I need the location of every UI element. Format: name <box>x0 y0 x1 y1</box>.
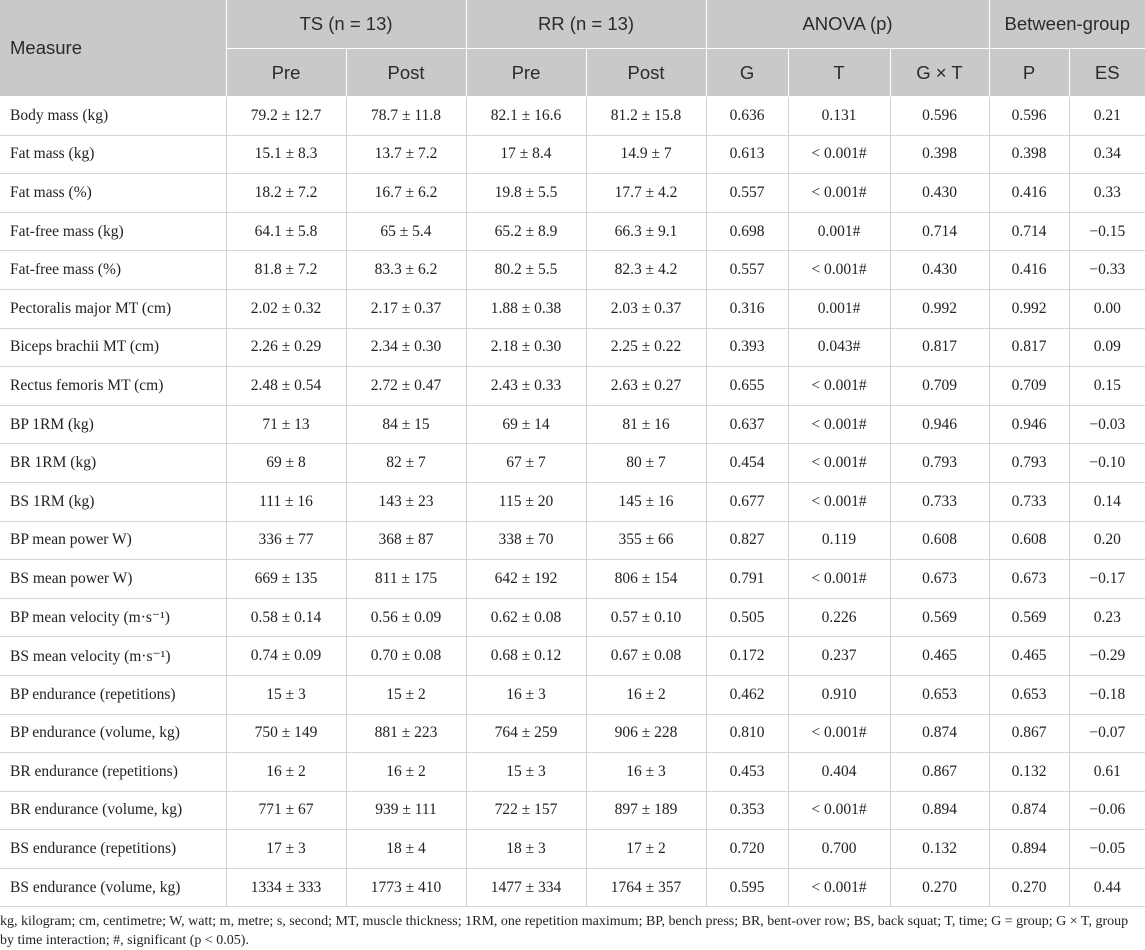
cell-between-p: 0.946 <box>989 405 1069 444</box>
header-rr-post: Post <box>586 49 706 97</box>
cell-anova-gxt: 0.430 <box>890 251 989 290</box>
cell-anova-gxt: 0.992 <box>890 289 989 328</box>
table-row <box>0 444 1145 483</box>
cell-ts-post: 65 ± 5.4 <box>346 212 466 251</box>
cell-rr-post: 66.3 ± 9.1 <box>586 212 706 251</box>
cell-anova-g: 0.453 <box>706 753 788 792</box>
cell-anova-gxt: 0.398 <box>890 135 989 174</box>
cell-anova-t: 0.237 <box>788 637 890 676</box>
cell-ts-pre: 15 ± 3 <box>226 675 346 714</box>
cell-between-p: 0.465 <box>989 637 1069 676</box>
table-row <box>0 714 1145 753</box>
cell-anova-g: 0.353 <box>706 791 788 830</box>
cell-between-es: −0.33 <box>1069 251 1145 290</box>
header-gxt: G × T <box>890 49 989 97</box>
table-row <box>0 174 1145 213</box>
header-rr-group: RR (n = 13) <box>466 0 706 49</box>
cell-anova-g: 0.557 <box>706 251 788 290</box>
cell-anova-gxt: 0.817 <box>890 328 989 367</box>
cell-measure: BS mean power W) <box>0 560 226 599</box>
cell-anova-gxt: 0.653 <box>890 675 989 714</box>
cell-anova-gxt: 0.733 <box>890 482 989 521</box>
cell-anova-g: 0.636 <box>706 97 788 136</box>
cell-ts-post: 939 ± 111 <box>346 791 466 830</box>
cell-anova-t: 0.700 <box>788 830 890 869</box>
cell-anova-g: 0.505 <box>706 598 788 637</box>
cell-ts-post: 143 ± 23 <box>346 482 466 521</box>
cell-anova-gxt: 0.430 <box>890 174 989 213</box>
cell-rr-pre: 2.43 ± 0.33 <box>466 367 586 406</box>
cell-rr-post: 81 ± 16 <box>586 405 706 444</box>
cell-ts-post: 16 ± 2 <box>346 753 466 792</box>
cell-between-p: 0.733 <box>989 482 1069 521</box>
cell-ts-post: 13.7 ± 7.2 <box>346 135 466 174</box>
cell-ts-post: 83.3 ± 6.2 <box>346 251 466 290</box>
cell-measure: BS 1RM (kg) <box>0 482 226 521</box>
table-row <box>0 791 1145 830</box>
cell-between-p: 0.867 <box>989 714 1069 753</box>
cell-ts-pre: 2.26 ± 0.29 <box>226 328 346 367</box>
cell-measure: Fat-free mass (%) <box>0 251 226 290</box>
cell-measure: Rectus femoris MT (cm) <box>0 367 226 406</box>
cell-rr-pre: 338 ± 70 <box>466 521 586 560</box>
cell-rr-pre: 1477 ± 334 <box>466 868 586 907</box>
cell-measure: Fat mass (%) <box>0 174 226 213</box>
cell-between-es: 0.09 <box>1069 328 1145 367</box>
table-row <box>0 405 1145 444</box>
cell-anova-t: < 0.001# <box>788 482 890 521</box>
cell-anova-gxt: 0.793 <box>890 444 989 483</box>
cell-between-p: 0.132 <box>989 753 1069 792</box>
table-row <box>0 753 1145 792</box>
cell-anova-gxt: 0.874 <box>890 714 989 753</box>
cell-anova-gxt: 0.867 <box>890 753 989 792</box>
cell-anova-g: 0.827 <box>706 521 788 560</box>
table-row <box>0 367 1145 406</box>
table-footnote: kg, kilogram; cm, centimetre; W, watt; m, metre; s, second; MT, muscle thickness; 1RM, one repetition maximum; BP, bench press; BR, bent-over row; BS, back squat; T, time; G = group; G × T, group by time interaction; #, significant (p < 0.05). <box>0 914 1129 948</box>
cell-measure: BS endurance (repetitions) <box>0 830 226 869</box>
cell-measure: Body mass (kg) <box>0 97 226 136</box>
table-row <box>0 637 1145 676</box>
table-row <box>0 598 1145 637</box>
cell-ts-post: 2.72 ± 0.47 <box>346 367 466 406</box>
cell-rr-pre: 82.1 ± 16.6 <box>466 97 586 136</box>
cell-measure: Fat-free mass (kg) <box>0 212 226 251</box>
cell-anova-g: 0.698 <box>706 212 788 251</box>
cell-rr-post: 2.25 ± 0.22 <box>586 328 706 367</box>
table-row <box>0 289 1145 328</box>
cell-between-es: −0.03 <box>1069 405 1145 444</box>
cell-between-p: 0.874 <box>989 791 1069 830</box>
cell-between-p: 0.653 <box>989 675 1069 714</box>
cell-anova-t: < 0.001# <box>788 251 890 290</box>
cell-rr-post: 0.67 ± 0.08 <box>586 637 706 676</box>
cell-rr-pre: 15 ± 3 <box>466 753 586 792</box>
header-t: T <box>788 49 890 97</box>
table-row <box>0 521 1145 560</box>
cell-between-p: 0.416 <box>989 251 1069 290</box>
header-ts-post: Post <box>346 49 466 97</box>
cell-ts-pre: 336 ± 77 <box>226 521 346 560</box>
cell-ts-pre: 2.02 ± 0.32 <box>226 289 346 328</box>
cell-rr-pre: 2.18 ± 0.30 <box>466 328 586 367</box>
cell-anova-g: 0.454 <box>706 444 788 483</box>
cell-between-es: −0.10 <box>1069 444 1145 483</box>
cell-ts-post: 82 ± 7 <box>346 444 466 483</box>
cell-rr-post: 17.7 ± 4.2 <box>586 174 706 213</box>
cell-between-p: 0.569 <box>989 598 1069 637</box>
cell-ts-pre: 81.8 ± 7.2 <box>226 251 346 290</box>
cell-anova-g: 0.810 <box>706 714 788 753</box>
cell-measure: Pectoralis major MT (cm) <box>0 289 226 328</box>
cell-ts-pre: 64.1 ± 5.8 <box>226 212 346 251</box>
cell-rr-pre: 722 ± 157 <box>466 791 586 830</box>
cell-anova-t: 0.001# <box>788 289 890 328</box>
cell-rr-pre: 69 ± 14 <box>466 405 586 444</box>
table-row <box>0 675 1145 714</box>
cell-between-p: 0.894 <box>989 830 1069 869</box>
table-row <box>0 560 1145 599</box>
cell-anova-t: < 0.001# <box>788 868 890 907</box>
cell-anova-g: 0.655 <box>706 367 788 406</box>
cell-ts-pre: 79.2 ± 12.7 <box>226 97 346 136</box>
cell-anova-t: 0.910 <box>788 675 890 714</box>
cell-rr-pre: 17 ± 8.4 <box>466 135 586 174</box>
cell-ts-pre: 2.48 ± 0.54 <box>226 367 346 406</box>
cell-anova-t: < 0.001# <box>788 444 890 483</box>
cell-ts-pre: 17 ± 3 <box>226 830 346 869</box>
table-row <box>0 482 1145 521</box>
cell-rr-pre: 16 ± 3 <box>466 675 586 714</box>
cell-measure: BP 1RM (kg) <box>0 405 226 444</box>
cell-between-es: −0.05 <box>1069 830 1145 869</box>
cell-rr-post: 145 ± 16 <box>586 482 706 521</box>
cell-anova-g: 0.557 <box>706 174 788 213</box>
cell-rr-pre: 642 ± 192 <box>466 560 586 599</box>
table-row <box>0 830 1145 869</box>
cell-rr-pre: 65.2 ± 8.9 <box>466 212 586 251</box>
cell-rr-post: 906 ± 228 <box>586 714 706 753</box>
cell-measure: BS endurance (volume, kg) <box>0 868 226 907</box>
cell-anova-t: 0.043# <box>788 328 890 367</box>
cell-measure: Fat mass (kg) <box>0 135 226 174</box>
cell-anova-gxt: 0.673 <box>890 560 989 599</box>
cell-anova-gxt: 0.132 <box>890 830 989 869</box>
cell-ts-pre: 15.1 ± 8.3 <box>226 135 346 174</box>
cell-rr-post: 81.2 ± 15.8 <box>586 97 706 136</box>
cell-between-es: −0.17 <box>1069 560 1145 599</box>
table-row <box>0 868 1145 907</box>
cell-between-es: 0.44 <box>1069 868 1145 907</box>
cell-ts-pre: 18.2 ± 7.2 <box>226 174 346 213</box>
cell-anova-gxt: 0.569 <box>890 598 989 637</box>
cell-between-es: 0.23 <box>1069 598 1145 637</box>
table-header <box>0 0 1145 97</box>
cell-measure: BR endurance (volume, kg) <box>0 791 226 830</box>
cell-between-es: −0.18 <box>1069 675 1145 714</box>
cell-between-p: 0.596 <box>989 97 1069 136</box>
cell-rr-pre: 67 ± 7 <box>466 444 586 483</box>
cell-measure: BR 1RM (kg) <box>0 444 226 483</box>
cell-between-es: 0.20 <box>1069 521 1145 560</box>
cell-ts-post: 0.70 ± 0.08 <box>346 637 466 676</box>
cell-ts-pre: 16 ± 2 <box>226 753 346 792</box>
cell-rr-pre: 80.2 ± 5.5 <box>466 251 586 290</box>
cell-anova-t: < 0.001# <box>788 135 890 174</box>
cell-ts-post: 368 ± 87 <box>346 521 466 560</box>
cell-measure: BR endurance (repetitions) <box>0 753 226 792</box>
cell-anova-t: < 0.001# <box>788 405 890 444</box>
cell-anova-t: 0.226 <box>788 598 890 637</box>
cell-rr-post: 16 ± 3 <box>586 753 706 792</box>
header-ts-pre: Pre <box>226 49 346 97</box>
cell-rr-pre: 0.68 ± 0.12 <box>466 637 586 676</box>
cell-measure: BP mean velocity (m·s⁻¹) <box>0 598 226 637</box>
header-anova: ANOVA (p) <box>706 0 989 49</box>
cell-rr-post: 82.3 ± 4.2 <box>586 251 706 290</box>
table-row <box>0 97 1145 136</box>
table-row <box>0 251 1145 290</box>
cell-rr-post: 17 ± 2 <box>586 830 706 869</box>
cell-rr-post: 0.57 ± 0.10 <box>586 598 706 637</box>
cell-anova-g: 0.677 <box>706 482 788 521</box>
cell-measure: BS mean velocity (m·s⁻¹) <box>0 637 226 676</box>
cell-between-es: 0.14 <box>1069 482 1145 521</box>
header-between-group: Between-group <box>989 0 1145 49</box>
cell-anova-gxt: 0.465 <box>890 637 989 676</box>
cell-anova-t: < 0.001# <box>788 560 890 599</box>
table-body <box>0 97 1145 907</box>
cell-ts-pre: 0.58 ± 0.14 <box>226 598 346 637</box>
cell-between-p: 0.608 <box>989 521 1069 560</box>
cell-rr-pre: 115 ± 20 <box>466 482 586 521</box>
cell-rr-post: 2.63 ± 0.27 <box>586 367 706 406</box>
cell-between-p: 0.714 <box>989 212 1069 251</box>
cell-between-es: 0.15 <box>1069 367 1145 406</box>
cell-rr-post: 897 ± 189 <box>586 791 706 830</box>
cell-anova-g: 0.613 <box>706 135 788 174</box>
cell-anova-g: 0.595 <box>706 868 788 907</box>
cell-between-es: −0.15 <box>1069 212 1145 251</box>
cell-between-p: 0.416 <box>989 174 1069 213</box>
cell-anova-g: 0.316 <box>706 289 788 328</box>
cell-between-es: 0.00 <box>1069 289 1145 328</box>
cell-ts-post: 0.56 ± 0.09 <box>346 598 466 637</box>
cell-anova-gxt: 0.270 <box>890 868 989 907</box>
cell-ts-post: 78.7 ± 11.8 <box>346 97 466 136</box>
cell-measure: Biceps brachii MT (cm) <box>0 328 226 367</box>
cell-rr-post: 2.03 ± 0.37 <box>586 289 706 328</box>
cell-anova-gxt: 0.714 <box>890 212 989 251</box>
cell-ts-pre: 0.74 ± 0.09 <box>226 637 346 676</box>
cell-between-es: 0.61 <box>1069 753 1145 792</box>
cell-between-p: 0.793 <box>989 444 1069 483</box>
cell-anova-g: 0.172 <box>706 637 788 676</box>
cell-measure: BP mean power W) <box>0 521 226 560</box>
cell-between-es: 0.21 <box>1069 97 1145 136</box>
cell-anova-g: 0.720 <box>706 830 788 869</box>
cell-ts-post: 811 ± 175 <box>346 560 466 599</box>
header-es: ES <box>1069 49 1145 97</box>
cell-anova-g: 0.791 <box>706 560 788 599</box>
cell-anova-t: 0.119 <box>788 521 890 560</box>
cell-anova-t: 0.404 <box>788 753 890 792</box>
cell-ts-pre: 669 ± 135 <box>226 560 346 599</box>
header-measure: Measure <box>0 0 226 97</box>
table-row <box>0 212 1145 251</box>
cell-rr-pre: 1.88 ± 0.38 <box>466 289 586 328</box>
cell-ts-pre: 71 ± 13 <box>226 405 346 444</box>
cell-ts-pre: 771 ± 67 <box>226 791 346 830</box>
cell-rr-post: 80 ± 7 <box>586 444 706 483</box>
cell-anova-t: < 0.001# <box>788 174 890 213</box>
cell-rr-post: 355 ± 66 <box>586 521 706 560</box>
cell-rr-pre: 764 ± 259 <box>466 714 586 753</box>
cell-ts-post: 2.17 ± 0.37 <box>346 289 466 328</box>
cell-between-es: 0.34 <box>1069 135 1145 174</box>
cell-ts-post: 18 ± 4 <box>346 830 466 869</box>
table-row <box>0 135 1145 174</box>
cell-between-es: −0.06 <box>1069 791 1145 830</box>
cell-ts-post: 1773 ± 410 <box>346 868 466 907</box>
header-p: P <box>989 49 1069 97</box>
header-g: G <box>706 49 788 97</box>
cell-between-es: −0.29 <box>1069 637 1145 676</box>
cell-anova-gxt: 0.709 <box>890 367 989 406</box>
cell-between-p: 0.709 <box>989 367 1069 406</box>
cell-ts-post: 2.34 ± 0.30 <box>346 328 466 367</box>
cell-between-p: 0.673 <box>989 560 1069 599</box>
cell-anova-gxt: 0.894 <box>890 791 989 830</box>
cell-anova-t: < 0.001# <box>788 367 890 406</box>
cell-anova-t: 0.131 <box>788 97 890 136</box>
cell-ts-post: 15 ± 2 <box>346 675 466 714</box>
cell-rr-pre: 0.62 ± 0.08 <box>466 598 586 637</box>
header-ts-group: TS (n = 13) <box>226 0 466 49</box>
cell-anova-gxt: 0.946 <box>890 405 989 444</box>
cell-rr-post: 806 ± 154 <box>586 560 706 599</box>
header-rr-pre: Pre <box>466 49 586 97</box>
cell-between-es: 0.33 <box>1069 174 1145 213</box>
cell-between-p: 0.992 <box>989 289 1069 328</box>
cell-ts-post: 881 ± 223 <box>346 714 466 753</box>
cell-ts-pre: 750 ± 149 <box>226 714 346 753</box>
cell-rr-pre: 19.8 ± 5.5 <box>466 174 586 213</box>
cell-anova-gxt: 0.596 <box>890 97 989 136</box>
cell-ts-post: 84 ± 15 <box>346 405 466 444</box>
cell-anova-t: < 0.001# <box>788 791 890 830</box>
cell-rr-post: 14.9 ± 7 <box>586 135 706 174</box>
cell-between-es: −0.07 <box>1069 714 1145 753</box>
cell-ts-pre: 69 ± 8 <box>226 444 346 483</box>
cell-rr-post: 16 ± 2 <box>586 675 706 714</box>
cell-anova-t: < 0.001# <box>788 714 890 753</box>
cell-measure: BP endurance (volume, kg) <box>0 714 226 753</box>
cell-between-p: 0.270 <box>989 868 1069 907</box>
cell-ts-post: 16.7 ± 6.2 <box>346 174 466 213</box>
cell-anova-t: 0.001# <box>788 212 890 251</box>
table-row <box>0 328 1145 367</box>
cell-measure: BP endurance (repetitions) <box>0 675 226 714</box>
cell-anova-g: 0.462 <box>706 675 788 714</box>
cell-between-p: 0.817 <box>989 328 1069 367</box>
cell-rr-pre: 18 ± 3 <box>466 830 586 869</box>
cell-anova-gxt: 0.608 <box>890 521 989 560</box>
cell-anova-g: 0.637 <box>706 405 788 444</box>
cell-ts-pre: 1334 ± 333 <box>226 868 346 907</box>
cell-rr-post: 1764 ± 357 <box>586 868 706 907</box>
cell-between-p: 0.398 <box>989 135 1069 174</box>
cell-anova-g: 0.393 <box>706 328 788 367</box>
cell-ts-pre: 111 ± 16 <box>226 482 346 521</box>
